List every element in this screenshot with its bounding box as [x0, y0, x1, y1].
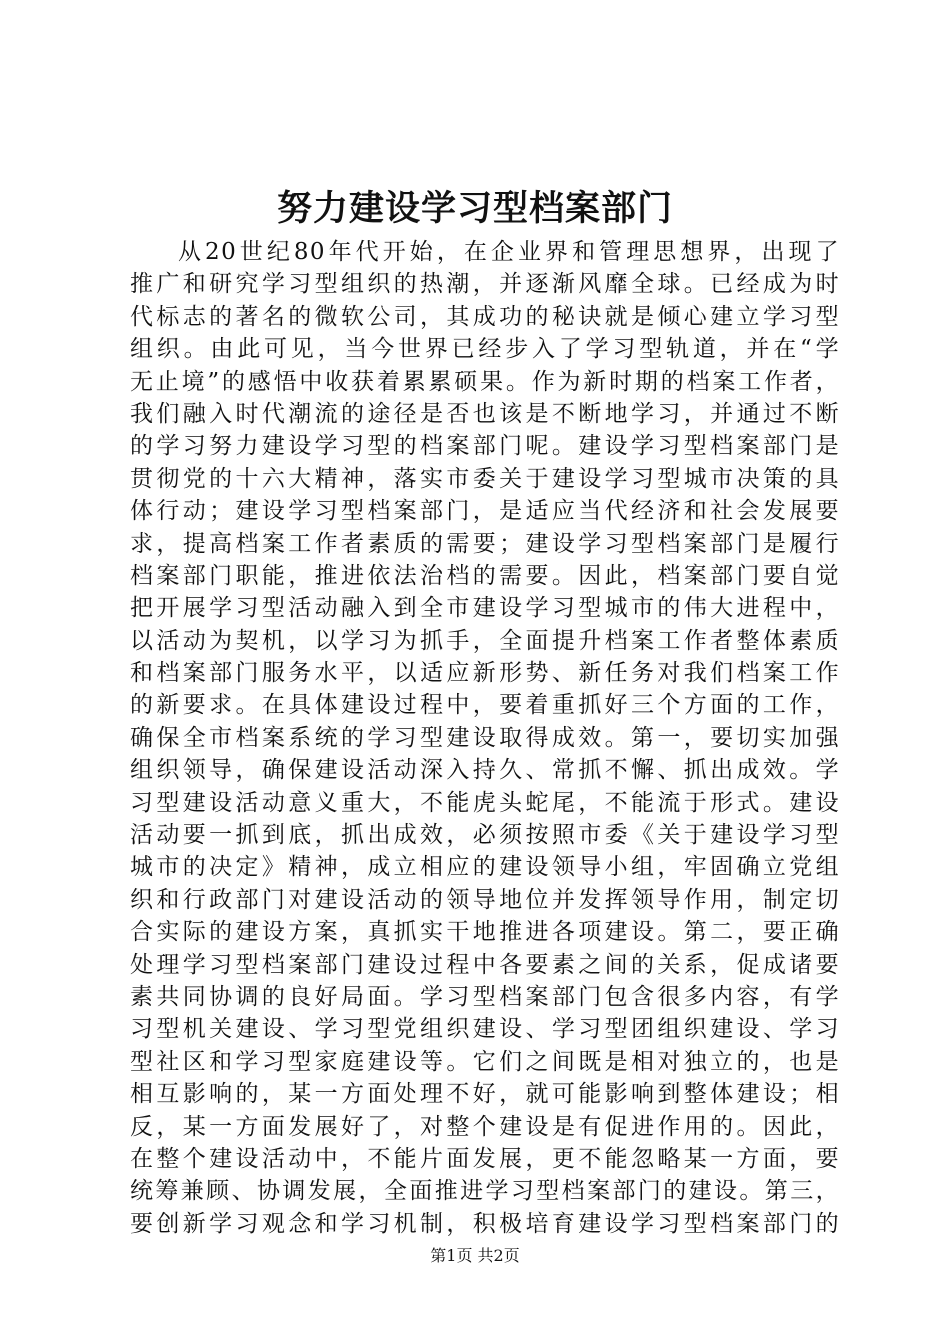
text-line: 体行动；建设学习型档案部门，是适应当代经济和社会发展要 — [130, 498, 840, 525]
text-line: 组织。由此可见，当今世界已经步入了学习型轨道，并在“学 — [130, 336, 840, 363]
text-line: 在整个建设活动中，不能片面发展，更不能忽略某一方面，要 — [130, 1145, 840, 1172]
text-line: 无止境”的感悟中收获着累累硕果。作为新时期的档案工作者， — [130, 368, 840, 395]
document-title: 努力建设学习型档案部门 — [276, 188, 673, 229]
page-indicator: 第1页 共2页 — [430, 1246, 520, 1265]
text-line: 型社区和学习型家庭建设等。它们之间既是相对独立的，也是 — [130, 1048, 840, 1075]
text-line: 统筹兼顾、协调发展，全面推进学习型档案部门的建设。第三， — [130, 1178, 840, 1205]
text-line: 的学习努力建设学习型的档案部门呢。建设学习型档案部门是 — [130, 433, 840, 460]
text-line: 合实际的建设方案，真抓实干地推进各项建设。第二，要正确 — [130, 919, 840, 946]
text-line: 组织领导，确保建设活动深入持久、常抓不懈、抓出成效。学 — [130, 757, 840, 784]
text-line: 把开展学习型活动融入到全市建设学习型城市的伟大进程中， — [130, 595, 840, 622]
text-line: 相互影响的，某一方面处理不好，就可能影响到整体建设；相 — [130, 1081, 840, 1108]
text-line: 城市的决定》精神，成立相应的建设领导小组，牢固确立党组 — [130, 854, 840, 881]
text-line: 的新要求。在具体建设过程中，要着重抓好三个方面的工作， — [130, 692, 840, 719]
text-line: 求，提高档案工作者素质的需要；建设学习型档案部门是履行 — [130, 530, 840, 557]
text-line: 习型机关建设、学习型党组织建设、学习型团组织建设、学习 — [130, 1016, 840, 1043]
text-line: 我们融入时代潮流的途径是否也该是不断地学习，并通过不断 — [130, 400, 840, 427]
text-line: 推广和研究学习型组织的热潮，并逐渐风靡全球。已经成为时 — [130, 271, 840, 298]
text-line: 反，某一方面发展好了，对整个建设是有促进作用的。因此， — [130, 1113, 840, 1140]
text-line: 织和行政部门对建设活动的领导地位并发挥领导作用，制定切 — [130, 886, 840, 913]
text-line: 确保全市档案系统的学习型建设取得成效。第一，要切实加强 — [130, 724, 840, 751]
text-line: 活动要一抓到底，抓出成效，必须按照市委《关于建设学习型 — [130, 822, 840, 849]
text-line: 档案部门职能，推进依法治档的需要。因此，档案部门要自觉 — [130, 562, 840, 589]
text-line: 素共同协调的良好局面。学习型档案部门包含很多内容，有学 — [130, 983, 840, 1010]
text-line: 处理学习型档案部门建设过程中各要素之间的关系，促成诸要 — [130, 951, 840, 978]
text-line: 代标志的著名的微软公司，其成功的秘诀就是倾心建立学习型 — [130, 303, 840, 330]
text-line: 从20世纪80年代开始，在企业界和管理思想界，出现了 — [178, 239, 840, 265]
page-footer — [0, 1246, 950, 1266]
text-line: 要创新学习观念和学习机制，积极培育建设学习型档案部门的 — [130, 1210, 840, 1237]
text-line: 和档案部门服务水平，以适应新形势、新任务对我们档案工作 — [130, 660, 840, 687]
body-paragraph — [130, 236, 840, 1240]
text-line: 贯彻党的十六大精神，落实市委关于建设学习型城市决策的具 — [130, 465, 840, 492]
text-line: 习型建设活动意义重大，不能虎头蛇尾，不能流于形式。建设 — [130, 789, 840, 816]
text-line: 以活动为契机，以学习为抓手，全面提升档案工作者整体素质 — [130, 627, 840, 654]
